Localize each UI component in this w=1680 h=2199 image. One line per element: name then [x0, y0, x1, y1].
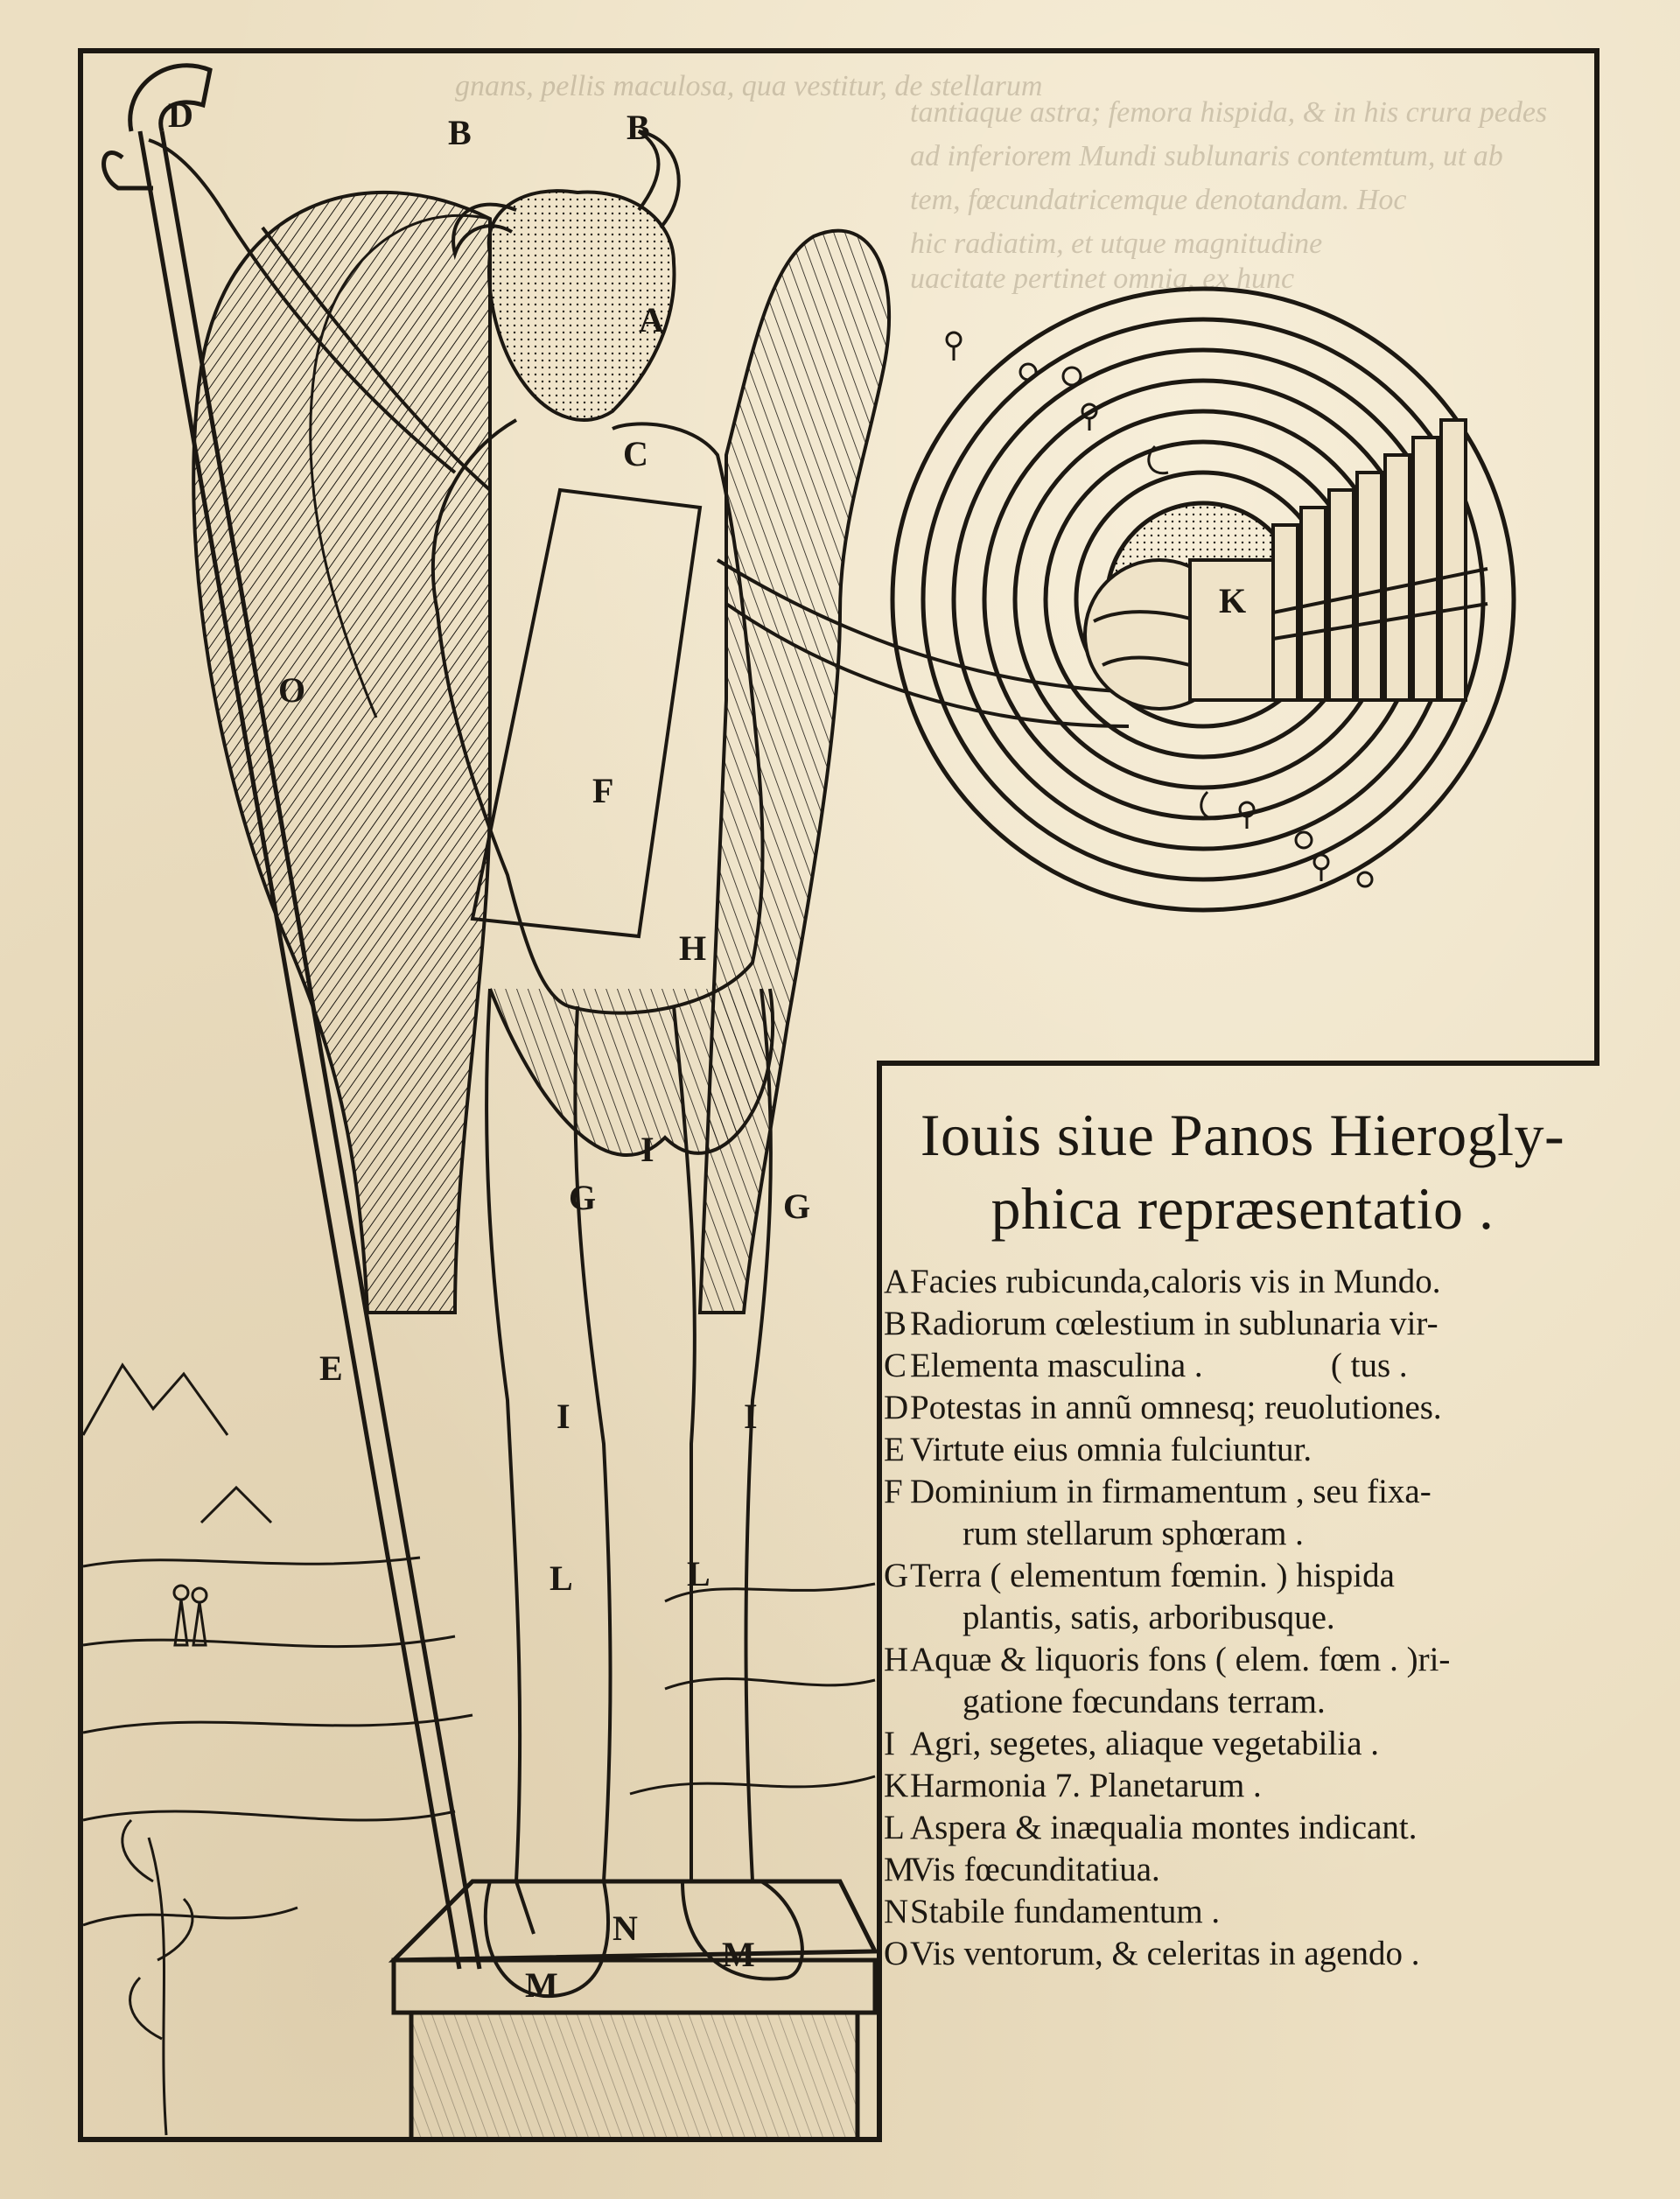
bleed-line-5: hic radiatim, et utque magnitudine [910, 228, 1323, 260]
legend-key: A [884, 1263, 909, 1300]
legend-key: B [884, 1305, 907, 1342]
figure-label-F: F [592, 771, 614, 810]
legend-key: G [884, 1557, 909, 1594]
figure-label-M-right: M [722, 1935, 755, 1974]
figure-label-L-right: L [687, 1554, 710, 1593]
legend-text: Terra ( elementum fœmin. ) hispida [910, 1557, 1395, 1594]
bleed-line-4: tem, fœcundatricemque denotandam. Hoc [910, 184, 1407, 216]
figure-label-K: K [1219, 581, 1247, 620]
bleed-line-3: ad inferiorem Mundi sublunaris contemtum, ut ab [910, 140, 1503, 172]
legend-key [884, 1681, 910, 1723]
legend-item [884, 1807, 1601, 1849]
legend-text: Aquæ & liquoris fons ( elem. fœm . )ri- [910, 1641, 1451, 1678]
figure-label-A: A [639, 300, 664, 340]
figure-label-B-left: B [448, 113, 472, 152]
legend-key: M [884, 1851, 914, 1888]
legend-item [884, 1345, 1601, 1387]
figure-label-M-left: M [525, 1965, 558, 2005]
figure-label-G-left: G [569, 1178, 597, 1217]
caption-title-line-2: phica repræsentatio . [990, 1175, 1494, 1242]
figure-label-I-left: I [556, 1397, 570, 1436]
legend-key: C [884, 1347, 907, 1384]
bleed-line-2: tantiaque astra; femora hispida, & in his crura pedes [910, 96, 1548, 129]
legend-text: Virtute eius omnia fulciuntur. [910, 1431, 1312, 1468]
caption-title [884, 1098, 1601, 1245]
legend-item [884, 1933, 1601, 1975]
distant-figures [174, 1586, 206, 1645]
legend-item [884, 1849, 1601, 1891]
legend-key [884, 1597, 910, 1639]
bleed-line-6: uacitate pertinet omnia, ex hunc [910, 263, 1295, 295]
legend-text: Radiorum cœlestium in sublunaria vir- [910, 1305, 1438, 1342]
legend-text: Aspera & inæqualia montes indicant. [910, 1809, 1418, 1846]
legend-key: O [884, 1935, 909, 1972]
legend-item [884, 1891, 1601, 1933]
legend-item [884, 1639, 1601, 1681]
legend-key: L [884, 1809, 905, 1846]
legend-text: Elementa masculina . ( tus . [910, 1347, 1408, 1384]
bleed-line-1: gnans, pellis maculosa, qua vestitur, de stellarum [455, 70, 1043, 102]
legend-text: Facies rubicunda,caloris vis in Mundo. [910, 1263, 1441, 1300]
legend-item [884, 1387, 1601, 1429]
legend-item [884, 1765, 1601, 1807]
legend-text: plantis, satis, arboribusque. [962, 1599, 1335, 1636]
legend-text: Agri, segetes, aliaque vegetabilia . [910, 1725, 1380, 1762]
legend-text: Harmonia 7. Planetarum . [910, 1767, 1262, 1804]
legend-key: D [884, 1389, 909, 1426]
legend-text: Potestas in annũ omnesq; reuolutiones. [910, 1389, 1442, 1426]
legend-key: E [884, 1431, 905, 1468]
figure-label-E: E [319, 1348, 343, 1388]
organ-pipes [1190, 420, 1488, 700]
figure-label-G-right: G [783, 1187, 811, 1226]
legend-key [884, 1513, 910, 1555]
caption-title-line-1: Iouis siue Panos Hierogly- [920, 1102, 1565, 1168]
legend-key: F [884, 1473, 903, 1510]
legend-item-continuation [884, 1597, 1601, 1639]
figure-label-D: D [168, 95, 193, 135]
plants [122, 1820, 192, 2135]
legend-text: Vis fœcunditatiua. [910, 1851, 1160, 1888]
legend-text: Stabile fundamentum . [910, 1893, 1221, 1930]
legend-key: H [884, 1641, 909, 1678]
legend-item [884, 1471, 1601, 1513]
legend-text: Vis ventorum, & celeritas in agendo . [910, 1935, 1420, 1972]
figure-label-H: H [679, 928, 707, 968]
legend-item [884, 1723, 1601, 1765]
legend-text: Dominium in firmamentum , seu fixa- [910, 1473, 1432, 1510]
legend-item-continuation [884, 1681, 1601, 1723]
figure-label-B-right: B [626, 108, 650, 147]
legend-text: gatione fœcundans terram. [962, 1683, 1326, 1720]
legend-item [884, 1429, 1601, 1471]
figure-label-L-left: L [550, 1558, 573, 1598]
figure-label-N: N [612, 1908, 638, 1948]
figure-label-I-right: I [744, 1397, 758, 1436]
figure-label-O: O [278, 670, 306, 710]
legend-item [884, 1555, 1601, 1597]
legend-key: K [884, 1767, 909, 1804]
figure-label-I-top: I [640, 1130, 654, 1169]
legend-text: rum stellarum sphœram . [962, 1515, 1304, 1552]
figure-label-C: C [623, 434, 648, 473]
legend-item [884, 1303, 1601, 1345]
legend-item-continuation [884, 1513, 1601, 1555]
caption-block [884, 1098, 1601, 1975]
legend-item [884, 1261, 1601, 1303]
legend-list [884, 1261, 1601, 1975]
legend-key: I [884, 1725, 895, 1762]
legend-key: N [884, 1893, 909, 1930]
